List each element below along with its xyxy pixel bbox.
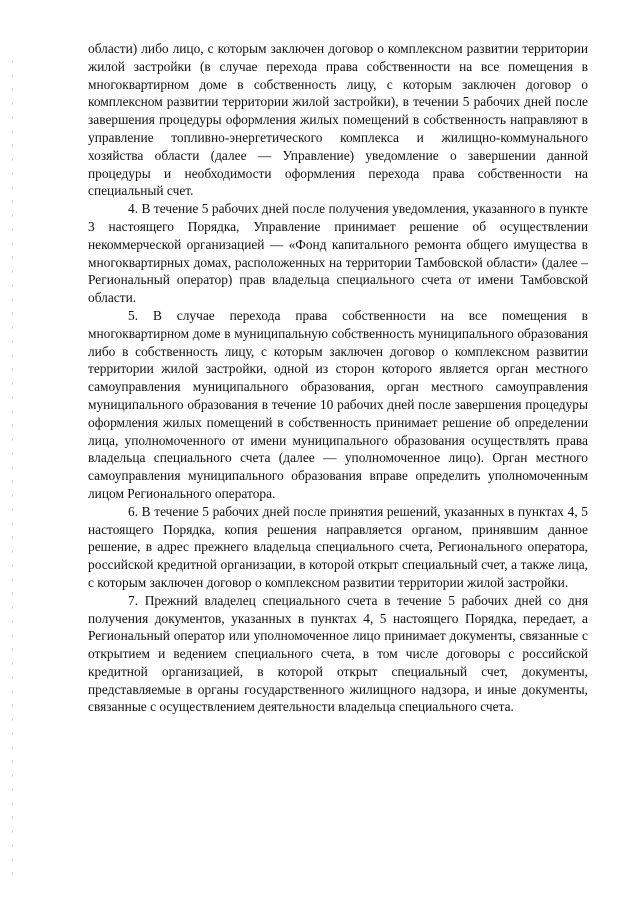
paragraph-item-6: 6. В течение 5 рабочих дней после принятия решений, указанных в пунктах 4, 5 настоящего Порядка, копия решения направляется органом, принявшим данное решение, в адрес прежнего владельца специального счета, Регионального оператора, российской кредитной организации, в которой открыт специальный счет, а также лица, с которым заключен договор о комплексном развитии территории жилой застройки. bbox=[88, 503, 588, 590]
scan-edge-artifact bbox=[12, 60, 13, 880]
paragraph-continuation: области) либо лицо, с которым заключен договор о комплексном развитии территории жилой застройки (в случае перехода права собственности на все помещения в многоквартирном доме в собственность лицу, с которым заключен договор о комплексном развитии территории жилой застройки), в течении 5 рабочих дней после завершения процедуры оформления жилых помещений в собственность направляют в управление топливно-энергетического комплекса и жилищно-коммунального хозяйства области (далее — Управление) уведомление о завершении данной процедуры и необходимости оформления перехода права собственности на специальный счет. bbox=[88, 41, 588, 199]
paragraph-item-4: 4. В течение 5 рабочих дней после получения уведомления, указанного в пункте 3 настоящего Порядка, Управление принимает решение об осуществлении некоммерческой организацией — «Фонд капитального ремонта общего имущества в многоквартирных домах, расположенных на территории Тамбовской области» (далее – Региональный оператор) прав владельца специального счета от имени Тамбовской области. bbox=[88, 201, 588, 306]
paragraph-item-5: 5. В случае перехода права собственности на все помещения в многоквартирном доме в муниципальную собственность муниципального образования либо в собственность лицу, с которым заключен договор о комплексном развитии территории жилой застройки, одной из сторон которого является орган местного самоуправления муниципального образования, орган местного самоуправления муниципального образования в течение 10 рабочих дней после завершения процедуры оформления жилых помещений в собственность принимает решение об определении лица, уполномоченного от имени муниципального образования осуществлять права владельца специального счета (далее — уполномоченное лицо). Орган местного самоуправления муниципального образования вправе определить уполномоченным лицом Регионального оператора. bbox=[88, 307, 588, 501]
document-body bbox=[88, 40, 588, 716]
paragraph-item-7: 7. Прежний владелец специального счета в течение 5 рабочих дней со дня получения документов, указанных в пунктах 4, 5 настоящего Порядка, передает, а Региональный оператор или уполномоченное лицо принимает документы, связанные с открытием и ведением специального счета, в том числе договоры с российской кредитной организацией, в которой открыт специальный счет, документы, представляемые в органы государственного жилищного надзора, и иные документы, связанные с осуществлением деятельности владельца специального счета. bbox=[88, 592, 588, 715]
